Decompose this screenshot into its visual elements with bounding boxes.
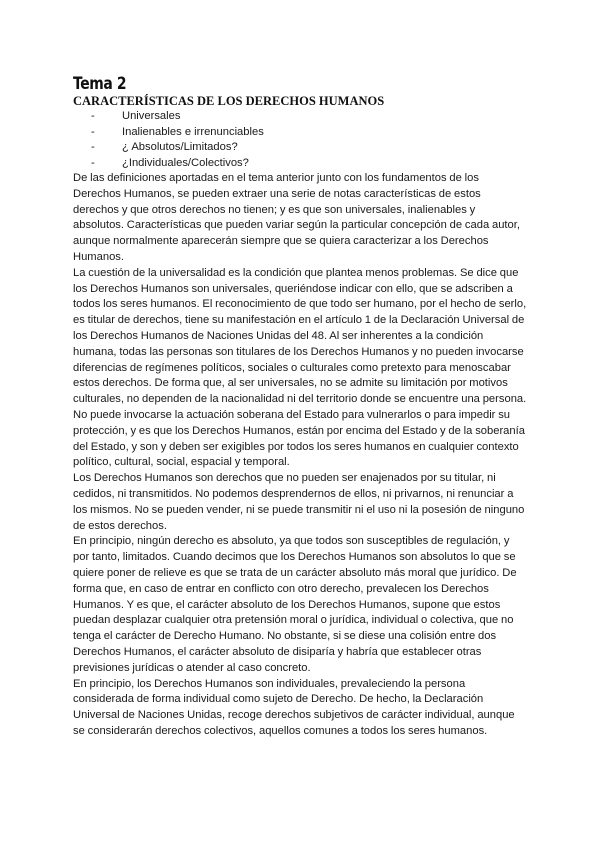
list-item-text: Universales (122, 110, 181, 122)
list-item (91, 125, 528, 141)
characteristics-list (73, 109, 528, 171)
paragraph-inalienability: Los Derechos Humanos son derechos que no pueden ser enajenados por su titular, ni cedidos, ni transmitidos. No podemos desprendernos de ellos, ni privarnos, ni renunciar a los mismos. No se pueden vender, ni se puede transmitir ni el uso ni la posesión de ninguno de estos derechos. (73, 472, 525, 532)
list-item-text: ¿Individuales/Colectivos? (122, 156, 249, 169)
document-page (73, 74, 528, 740)
paragraph-universality: La cuestión de la universalidad es la condición que plantea menos problemas. Se dice que los Derechos Humanos son universales, queriéndose indicar con ello, que se adscriben a todos los seres humanos. El reconocimiento de que todo ser humano, por el hecho de serlo, es titular de derechos, tiene su manifestación en el artículo 1 de la Declaración Universal de los Derechos Humanos de Naciones Unidas del 48. Al ser inherentes a la condición humana, todas las personas son titulares de los Derechos Humanos y no pueden invocarse diferencias de regímenes políticos, sociales o culturales como pretexto para menoscabar estos derechos. De forma que, al ser universales, no se admite su limitación por motivos culturales, no dependen de la nacionalidad ni del territorio donde se encuentre una persona. No puede invocarse la actuación soberana del Estado para vulnerarlos o para impedir su protección, y es que los Derechos Humanos, están por encima del Estado y de la soberanía del Estado, y son y deben ser exigibles por todos los seres humanos en cualquier contexto político, cultural, social, espacial y temporal. (73, 266, 527, 469)
topic-number: Tema 2 (73, 74, 127, 94)
list-bullet: - (91, 141, 95, 153)
section-title: CARACTERÍSTICAS DE LOS DERECHOS HUMANOS (73, 94, 385, 108)
paragraph-intro: De las definiciones aportadas en el tema anterior junto con los fundamentos de los Derechos Humanos, se pueden extraer una serie de notas características de estos derechos y que otros derechos no tienen; y es que son universales, inalienables y absolutos. Características que pueden variar según la particular concepción de cada autor, aunque normalmente aparecerán siempre que se quiera caracterizar a los Derechos Humanos. (73, 172, 520, 263)
paragraph-absoluteness: En principio, ningún derecho es absoluto, ya que todos son susceptibles de regulación, y por tanto, limitados. Cuando decimos que los Derechos Humanos son absolutos lo que se quiere poner de relieve es que se trata de un carácter absoluto más moral que jurídico. De forma que, en caso de entrar en conflicto con otro derecho, prevalecen los Derechos Humanos. Y es que, el carácter absoluto de los Derechos Humanos, supone que estos puedan desplazar cualquier otra pretensión moral o jurídica, individual o colectiva, que no tenga el carácter de Derecho Humano. No obstante, si se diese una colisión entre dos Derechos Humanos, el carácter absoluto de disiparía y habría que establecer otras previsiones jurídicas o atender al caso concreto. (73, 535, 517, 674)
list-item (91, 140, 528, 156)
list-item (91, 109, 528, 125)
list-item-text: Inalienables e irrenunciables (122, 125, 264, 138)
list-bullet: - (91, 110, 95, 122)
list-bullet: - (91, 125, 95, 138)
list-item-text: ¿ Absolutos/Limitados? (122, 141, 238, 153)
list-item (91, 156, 528, 172)
list-bullet: - (91, 156, 95, 169)
paragraph-individuality: En principio, los Derechos Humanos son individuales, prevaleciendo la persona considerada de forma individual como sujeto de Derecho. De hecho, la Declaración Universal de Naciones Unidas, recoge derechos subjetivos de carácter individual, aunque se considerarán derechos colectivos, aquellos comunes a todos los seres humanos. (73, 677, 515, 737)
